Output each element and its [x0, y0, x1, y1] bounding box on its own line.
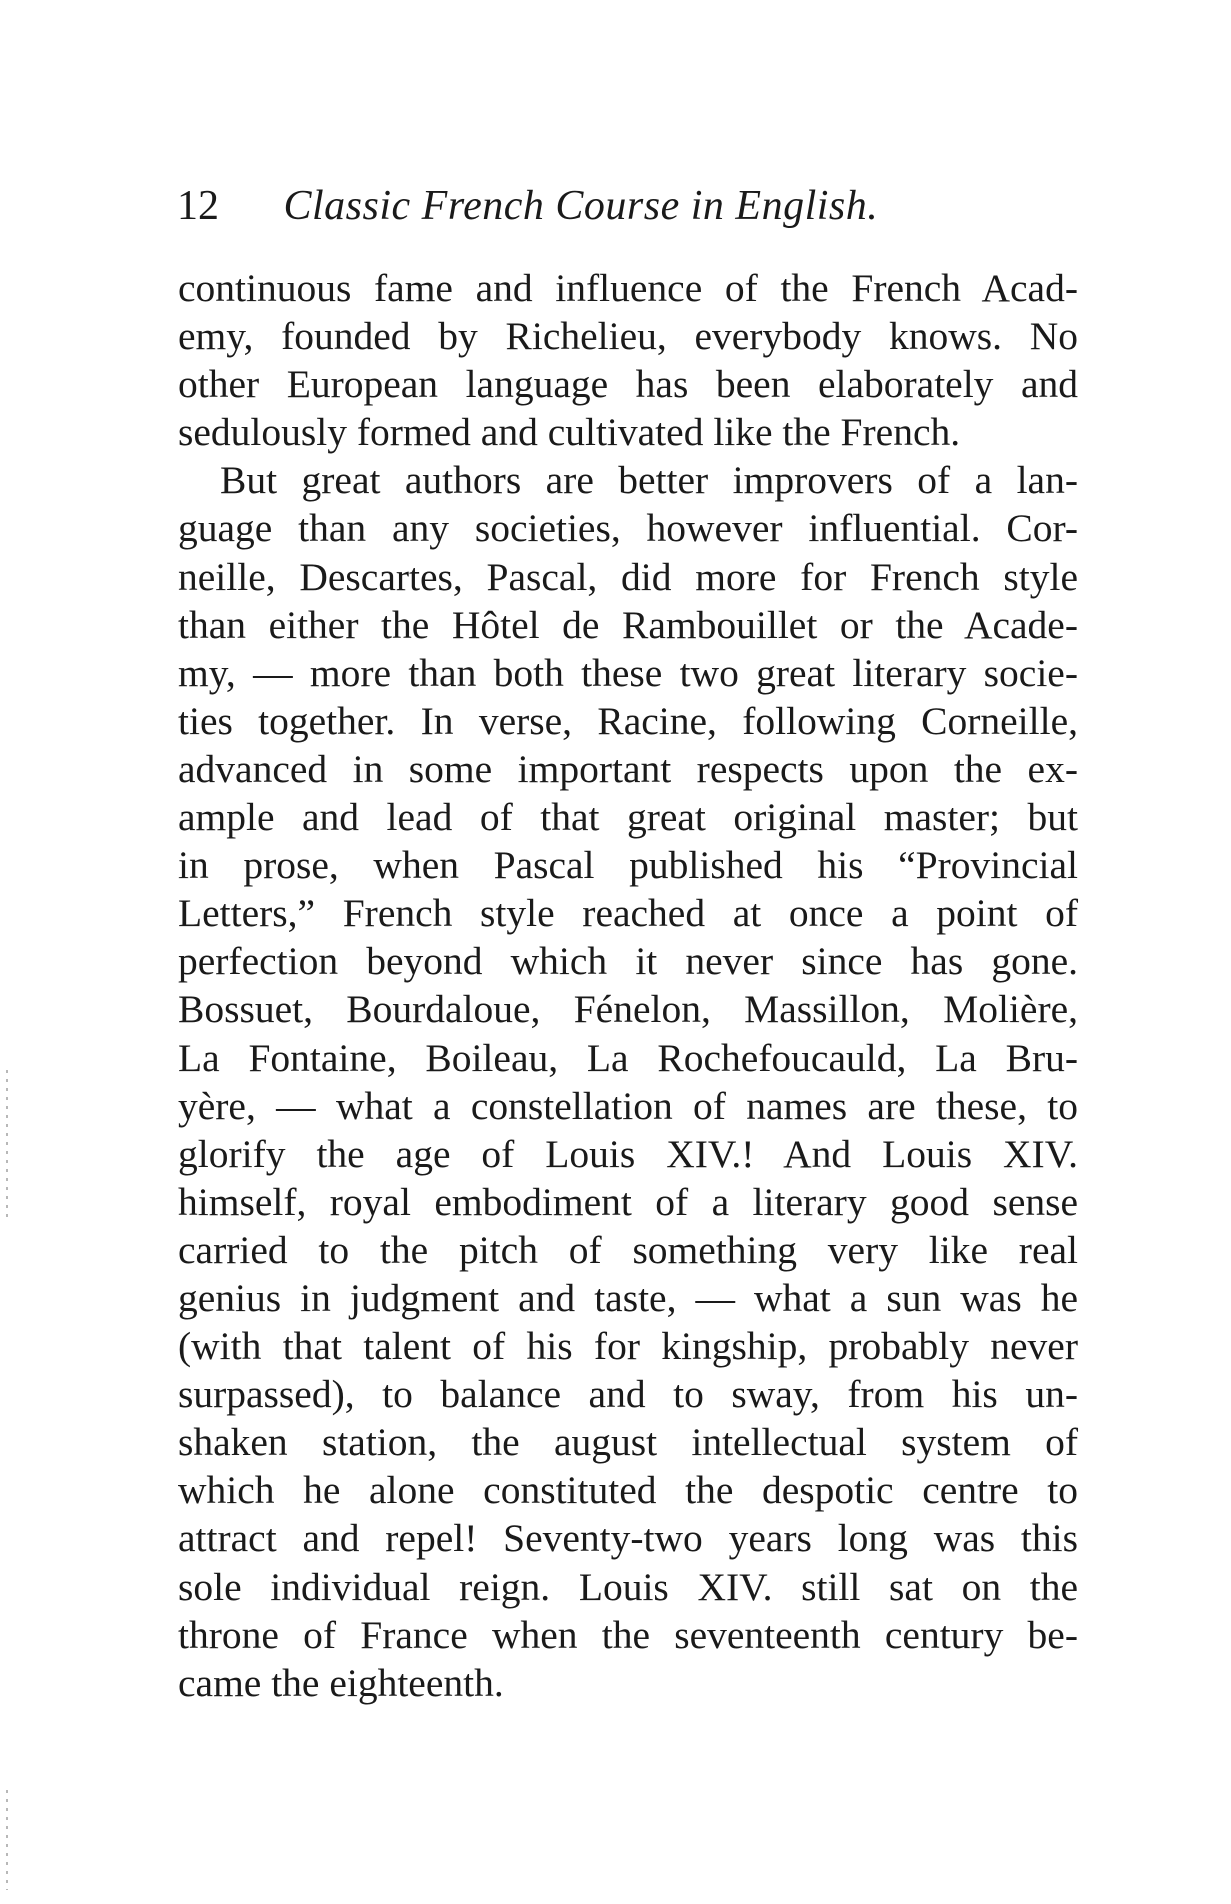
running-title: Classic French Course in English. — [283, 183, 879, 229]
text-line: which he alone constituted the despotic centre to — [178, 1468, 1078, 1513]
text-line: sole individual reign. Louis XIV. still sat on the — [178, 1564, 1078, 1609]
scan-margin-speckle — [6, 1070, 8, 1220]
text-line: neille, Descartes, Pascal, did more for French style — [178, 554, 1078, 599]
text-line: ties together. In verse, Racine, following Corneille, — [178, 698, 1078, 743]
text-line: other European language has been elaborately and — [178, 362, 1078, 407]
text-line: glorify the age of Louis XIV.! And Louis XIV. — [178, 1131, 1078, 1176]
text-line: throne of France when the seventeenth century be- — [178, 1612, 1078, 1657]
text-line: shaken station, the august intellectual system of — [178, 1420, 1078, 1465]
running-head — [177, 180, 1077, 232]
scan-margin-speckle — [6, 1790, 8, 1890]
text-line: ample and lead of that great original master; but — [178, 795, 1078, 840]
text-line: advanced in some important respects upon the ex- — [178, 746, 1078, 791]
text-line: (with that talent of his for kingship, probably never — [178, 1324, 1078, 1369]
paragraph-first-line: But great authors are better improvers of a lan- — [220, 458, 1078, 503]
text-line: emy, founded by Richelieu, everybody knows. No — [178, 314, 1078, 359]
text-line: continuous fame and influence of the French Acad- — [178, 266, 1078, 310]
text-line: himself, royal embodiment of a literary good sense — [178, 1179, 1078, 1224]
text-line: carried to the pitch of something very like real — [178, 1227, 1078, 1272]
paragraph-last-line: came the eighteenth. — [178, 1660, 504, 1705]
text-line: surpassed), to balance and to sway, from his un- — [178, 1372, 1078, 1417]
text-line: yère, — what a constellation of names are these, to — [178, 1083, 1078, 1128]
text-line: guage than any societies, however influential. Cor- — [178, 506, 1078, 551]
text-line: sedulously formed and cultivated like the French. — [178, 410, 961, 455]
text-line: attract and repel! Seventy-two years long was this — [178, 1516, 1078, 1561]
text-line: genius in judgment and taste, — what a sun was he — [178, 1275, 1078, 1320]
text-line: my, — more than both these two great literary socie- — [178, 650, 1078, 695]
text-line: La Fontaine, Boileau, La Rochefoucauld, La Bru- — [178, 1035, 1078, 1080]
text-line: perfection beyond which it never since has gone. — [178, 939, 1078, 984]
text-line: Bossuet, Bourdaloue, Fénelon, Massillon, Molière, — [178, 987, 1078, 1032]
text-line: Letters,” French style reached at once a point of — [178, 891, 1078, 936]
text-line: in prose, when Pascal published his “Provincial — [178, 843, 1078, 888]
text-line: than either the Hôtel de Rambouillet or the Acade- — [178, 602, 1078, 647]
page-number: 12 — [177, 183, 219, 229]
body-text — [178, 264, 1078, 1707]
